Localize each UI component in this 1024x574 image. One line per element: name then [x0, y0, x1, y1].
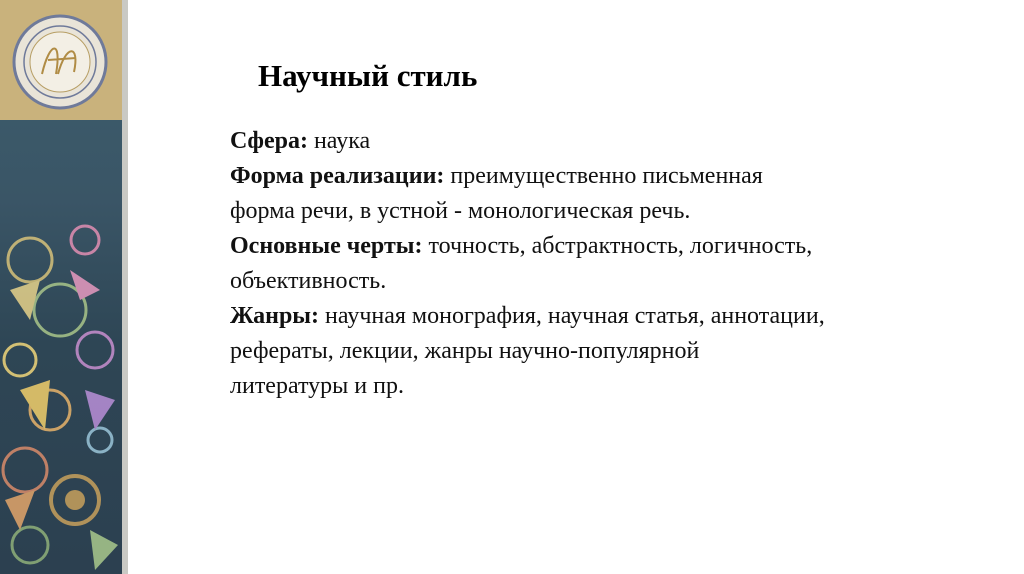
- text-line: [230, 299, 990, 334]
- side-divider: [122, 0, 128, 574]
- term-text: объективность.: [230, 268, 387, 294]
- term-text: литературы и пр.: [230, 373, 404, 399]
- ornament-pattern: [0, 200, 122, 574]
- text-line: [230, 124, 990, 159]
- text-line: [230, 229, 990, 264]
- slide-title: Научный стиль: [258, 58, 478, 93]
- text-line: [230, 264, 990, 299]
- term-label: Сфера:: [230, 128, 308, 154]
- decorative-side-panel: [0, 0, 122, 574]
- term-text: преимущественно письменная: [444, 163, 763, 189]
- text-line: [230, 194, 990, 229]
- text-line: [230, 159, 990, 194]
- term-text: точность, абстрактность, логичность,: [422, 233, 813, 259]
- term-text: рефераты, лекции, жанры научно-популярной: [230, 338, 700, 364]
- text-line: [230, 369, 990, 404]
- university-seal-icon: [0, 0, 122, 120]
- term-text: научная монография, научная статья, аннотации,: [319, 303, 825, 329]
- term-text: форма речи, в устной - монологическая речь.: [230, 198, 691, 224]
- term-text: наука: [307, 128, 371, 154]
- text-line: [230, 334, 990, 369]
- term-label: Жанры:: [230, 303, 320, 329]
- term-label: Форма реализации:: [230, 163, 445, 189]
- term-label: Основные черты:: [230, 233, 423, 259]
- slide-body: [230, 124, 990, 404]
- logo-area: [0, 0, 122, 120]
